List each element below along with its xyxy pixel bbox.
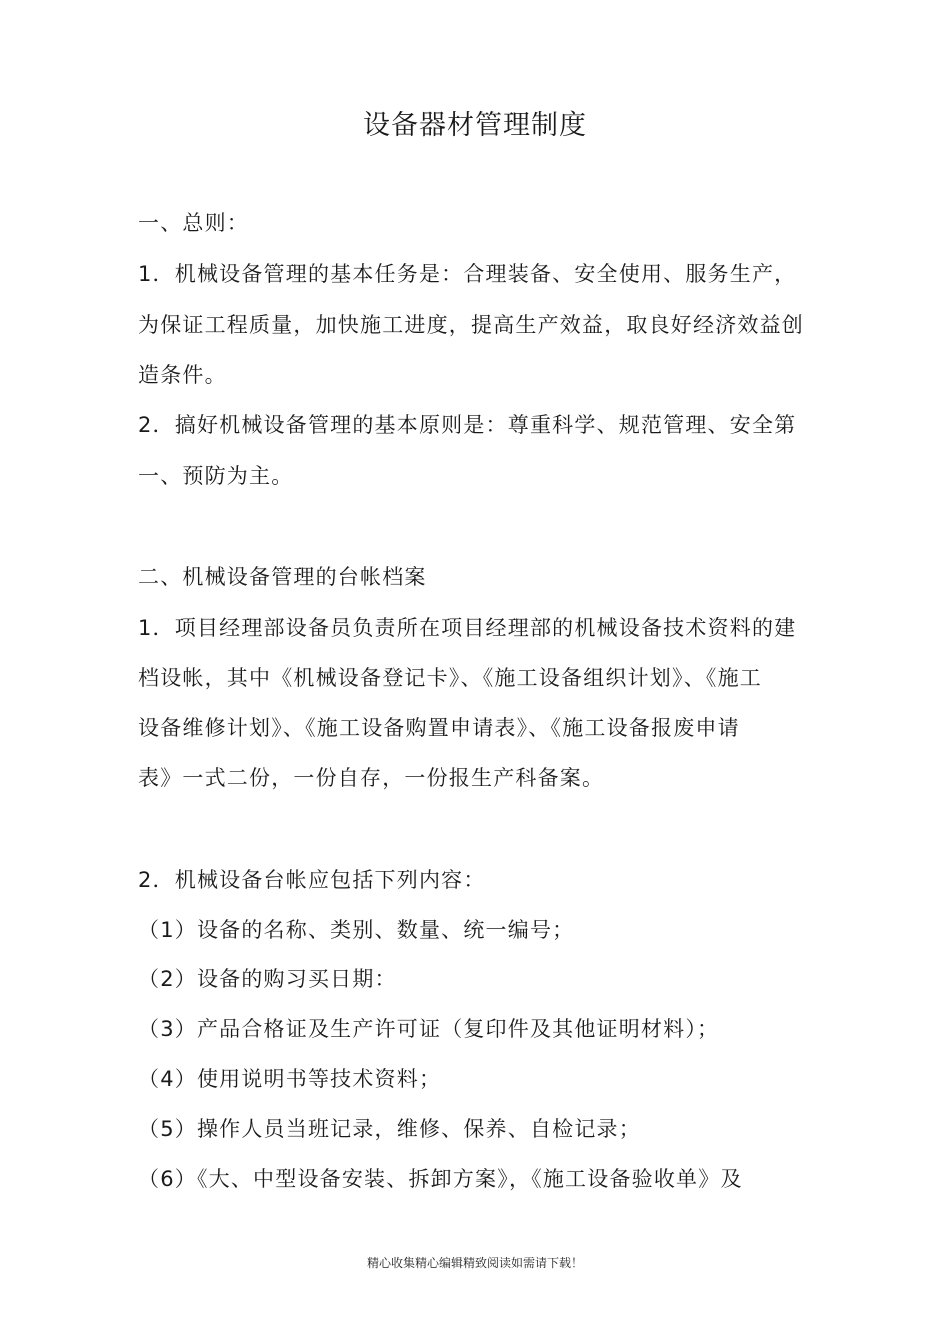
paragraph-line: 造条件。 [138, 363, 227, 387]
paragraph-line: 为保证工程质量，加快施工进度，提高生产效益，取良好经济效益创 [138, 313, 804, 337]
paragraph-line: 设备维修计划》、《施工设备购置申请表》、《施工设备报废申请 [138, 716, 740, 740]
paragraph-line: 1．机械设备管理的基本任务是：合理装备、安全使用、服务生产， [138, 262, 797, 286]
paragraph-line: 一、预防为主。 [138, 464, 294, 488]
list-item: （4）使用说明书等技术资料； [138, 1067, 442, 1091]
document-title: 设备器材管理制度 [363, 110, 587, 141]
list-item: （5）操作人员当班记录，维修、保养、自检记录； [138, 1117, 641, 1141]
paragraph-line: 档设帐，其中《机械设备登记卡》、《施工设备组织计划》、《施工 [138, 666, 762, 690]
list-item: （6）《大、中型设备安装、拆卸方案》，《施工设备验收单》及 [138, 1167, 743, 1191]
list-item: （2）设备的购习买日期： [138, 967, 397, 991]
page-footer: 精心收集精心编辑精致阅读如需请下载！ [366, 1256, 583, 1270]
paragraph-line: 2．机械设备台帐应包括下列内容： [138, 868, 486, 892]
paragraph-line: 1．项目经理部设备员负责所在项目经理部的机械设备技术资料的建 [138, 616, 797, 640]
paragraph-line: 表》一式二份，一份自存，一份报生产科备案。 [138, 766, 605, 790]
section-heading-general: 一、总则： [138, 211, 249, 235]
section-heading-ledger: 二、机械设备管理的台帐档案 [138, 565, 427, 589]
paragraph-line: 2．搞好机械设备管理的基本原则是：尊重科学、规范管理、安全第 [138, 413, 797, 437]
list-item: （3）产品合格证及生产许可证（复印件及其他证明材料）； [138, 1017, 720, 1041]
list-item: （1）设备的名称、类别、数量、统一编号； [138, 918, 575, 942]
